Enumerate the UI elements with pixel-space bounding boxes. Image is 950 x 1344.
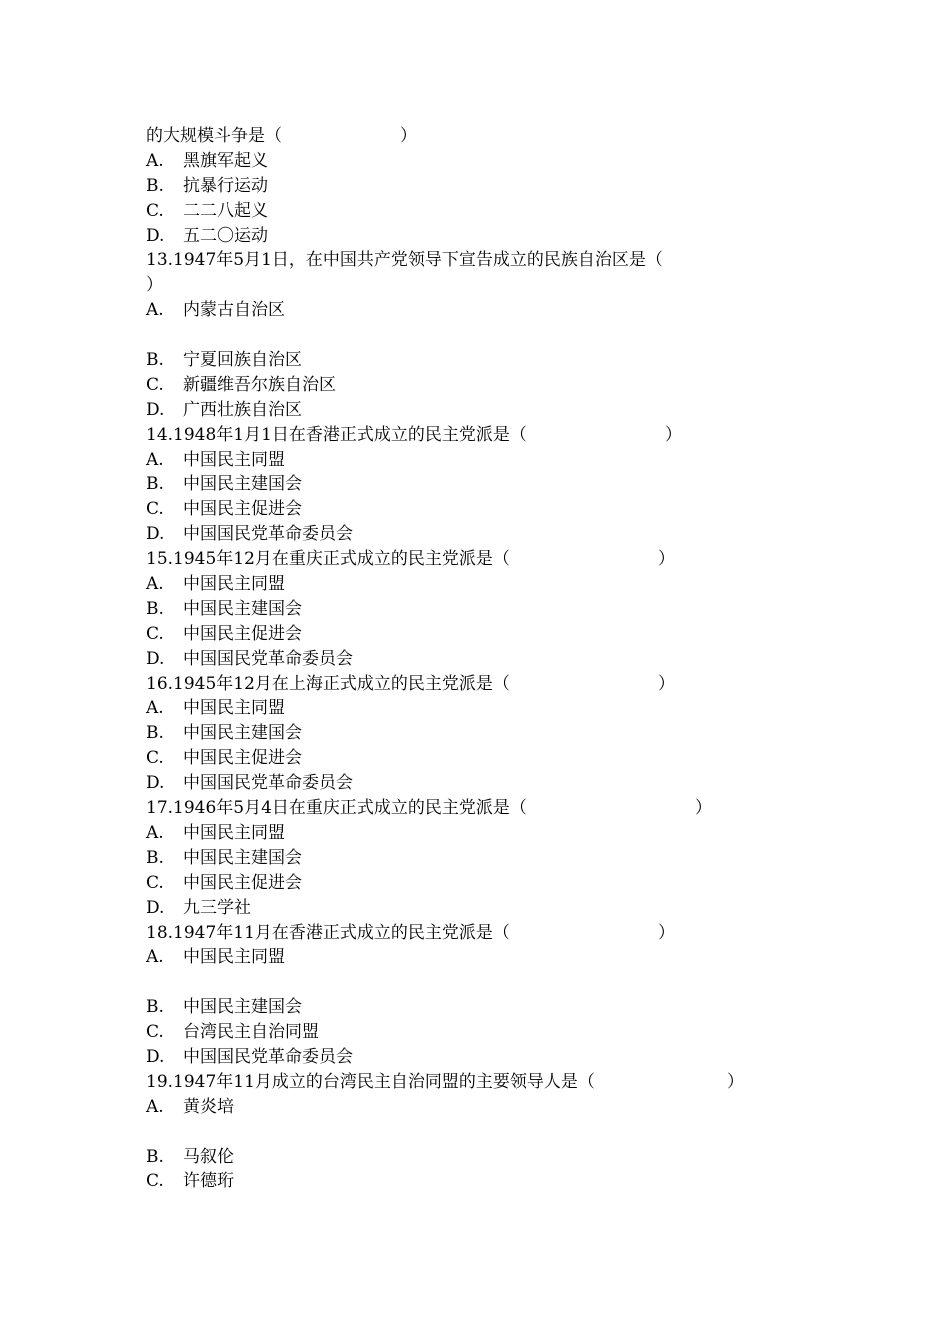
option-text: 九三学社 xyxy=(183,897,251,918)
option-letter: D. xyxy=(146,399,165,420)
closing-paren: ） xyxy=(657,549,675,570)
answer-option xyxy=(146,1095,846,1120)
answer-option xyxy=(146,821,846,846)
answer-option xyxy=(146,348,846,373)
option-text: 中国民主建国会 xyxy=(183,847,302,868)
option-text: 中国民主同盟 xyxy=(183,698,285,719)
answer-option xyxy=(146,1045,846,1070)
option-letter: C. xyxy=(146,200,164,221)
option-text: 新疆维吾尔族自治区 xyxy=(183,374,336,395)
option-text: 二二八起义 xyxy=(183,200,268,221)
option-letter: B. xyxy=(146,350,164,371)
answer-option xyxy=(146,871,846,896)
option-letter: B. xyxy=(146,997,164,1018)
question-text: ） xyxy=(146,275,163,296)
question-text: 16.1945年12月在上海正式成立的民主党派是（ xyxy=(146,673,510,694)
option-text: 黄炎培 xyxy=(183,1096,234,1117)
answer-option xyxy=(146,945,846,970)
option-letter: A. xyxy=(146,300,164,321)
option-letter: C. xyxy=(146,374,164,395)
option-text: 中国民主促进会 xyxy=(183,748,302,769)
closing-paren: ） xyxy=(657,922,675,943)
option-letter: B. xyxy=(146,723,164,744)
answer-option xyxy=(146,846,846,871)
option-text: 抗暴行运动 xyxy=(183,175,268,196)
option-letter: A. xyxy=(146,947,164,968)
option-text: 宁夏回族自治区 xyxy=(183,350,302,371)
option-text: 中国国民党革命委员会 xyxy=(183,524,353,545)
option-letter: C. xyxy=(146,872,164,893)
answer-option xyxy=(146,721,846,746)
option-letter: A. xyxy=(146,698,164,719)
answer-option xyxy=(146,896,846,921)
question-line xyxy=(146,672,846,697)
blank-line xyxy=(146,1120,846,1145)
option-text: 广西壮族自治区 xyxy=(183,399,302,420)
option-letter: A. xyxy=(146,150,164,171)
answer-option xyxy=(146,224,846,249)
question-text: 17.1946年5月4日在重庆正式成立的民主党派是（ xyxy=(146,798,527,819)
answer-option xyxy=(146,398,846,423)
answer-option xyxy=(146,647,846,672)
option-text: 台湾民主自治同盟 xyxy=(183,1022,319,1043)
option-letter: B. xyxy=(146,175,164,196)
option-text: 中国民主同盟 xyxy=(183,822,285,843)
option-letter: C. xyxy=(146,748,164,769)
answer-option xyxy=(146,1169,846,1194)
question-text: 15.1945年12月在重庆正式成立的民主党派是（ xyxy=(146,549,510,570)
option-text: 中国民主建国会 xyxy=(183,474,302,495)
question-line xyxy=(146,547,846,572)
question-line xyxy=(146,921,846,946)
option-text: 黑旗军起义 xyxy=(183,150,268,171)
answer-option xyxy=(146,597,846,622)
closing-paren: ） xyxy=(726,1071,744,1092)
option-text: 中国民主促进会 xyxy=(183,872,302,893)
answer-option xyxy=(146,572,846,597)
closing-paren: ） xyxy=(694,798,712,819)
answer-option xyxy=(146,746,846,771)
option-letter: A. xyxy=(146,574,164,595)
option-letter: C. xyxy=(146,1171,164,1192)
option-text: 五二〇运动 xyxy=(183,225,268,246)
answer-option xyxy=(146,622,846,647)
answer-option xyxy=(146,174,846,199)
closing-paren: ） xyxy=(657,673,675,694)
closing-paren: ） xyxy=(400,126,417,146)
option-text: 内蒙古自治区 xyxy=(183,300,285,321)
answer-option xyxy=(146,1020,846,1045)
option-letter: B. xyxy=(146,847,164,868)
question-text: 13.1947年5月1日，在中国共产党领导下宣告成立的民族自治区是（ xyxy=(146,250,663,271)
question-line xyxy=(146,423,846,448)
answer-option xyxy=(146,995,846,1020)
option-letter: C. xyxy=(146,1022,164,1043)
option-text: 中国民主促进会 xyxy=(183,499,302,520)
option-text: 中国国民党革命委员会 xyxy=(183,648,353,669)
option-text: 中国国民党革命委员会 xyxy=(183,1046,353,1067)
blank-line xyxy=(146,323,846,348)
question-line xyxy=(146,124,846,149)
option-letter: D. xyxy=(146,225,165,246)
option-letter: D. xyxy=(146,897,165,918)
answer-option xyxy=(146,149,846,174)
question-line xyxy=(146,1070,846,1095)
question-text: 19.1947年11月成立的台湾民主自治同盟的主要领导人是（ xyxy=(146,1071,595,1092)
option-letter: B. xyxy=(146,1146,164,1167)
question-line xyxy=(146,273,846,298)
document-page xyxy=(146,124,846,1194)
option-letter: A. xyxy=(146,822,164,843)
question-text: 的大规模斗争是（ xyxy=(146,126,282,146)
option-text: 中国民主建国会 xyxy=(183,598,302,619)
option-text: 中国民主同盟 xyxy=(183,947,285,968)
question-text: 18.1947年11月在香港正式成立的民主党派是（ xyxy=(146,922,510,943)
option-letter: D. xyxy=(146,524,165,545)
option-letter: C. xyxy=(146,623,164,644)
answer-option xyxy=(146,1145,846,1170)
answer-option xyxy=(146,696,846,721)
question-line xyxy=(146,248,846,273)
option-letter: B. xyxy=(146,474,164,495)
option-text: 许德珩 xyxy=(183,1171,234,1192)
answer-option xyxy=(146,448,846,473)
answer-option xyxy=(146,373,846,398)
answer-option xyxy=(146,472,846,497)
option-letter: A. xyxy=(146,1096,164,1117)
option-text: 中国民主促进会 xyxy=(183,623,302,644)
option-letter: D. xyxy=(146,648,165,669)
closing-paren: ） xyxy=(664,424,682,445)
option-text: 中国民主同盟 xyxy=(183,449,285,470)
option-text: 中国民主建国会 xyxy=(183,997,302,1018)
answer-option xyxy=(146,497,846,522)
answer-option xyxy=(146,199,846,224)
question-line xyxy=(146,796,846,821)
option-letter: B. xyxy=(146,598,164,619)
answer-option xyxy=(146,771,846,796)
blank-line xyxy=(146,970,846,995)
question-text: 14.1948年1月1日在香港正式成立的民主党派是（ xyxy=(146,424,527,445)
answer-option xyxy=(146,298,846,323)
option-letter: D. xyxy=(146,1046,165,1067)
option-text: 中国民主建国会 xyxy=(183,723,302,744)
option-text: 中国民主同盟 xyxy=(183,574,285,595)
option-letter: C. xyxy=(146,499,164,520)
option-letter: A. xyxy=(146,449,164,470)
option-text: 马叙伦 xyxy=(183,1146,234,1167)
option-text: 中国国民党革命委员会 xyxy=(183,773,353,794)
answer-option xyxy=(146,522,846,547)
option-letter: D. xyxy=(146,773,165,794)
